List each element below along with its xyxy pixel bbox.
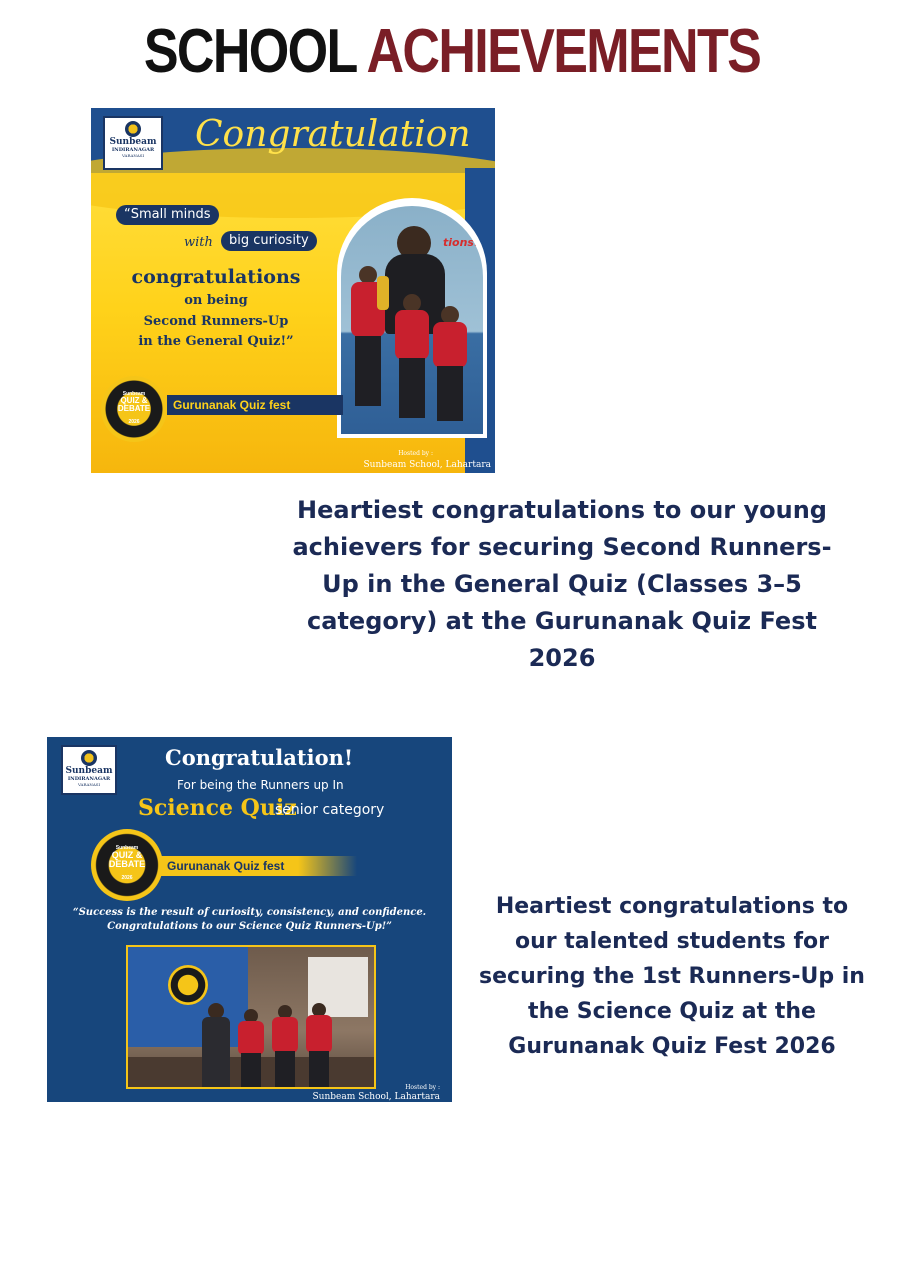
- caption-general-quiz: Heartiest congratulations to our young achievers for securing Second Runners-Up in the General Quiz (Classes 3–5 category) at the Gurunanak Quiz Fest 2026: [292, 496, 832, 672]
- logo-branch: INDIRANAGAR: [67, 776, 111, 782]
- logo-city: VARANASI: [121, 153, 145, 158]
- student-body: [306, 1015, 332, 1053]
- science-quiz-heading: Science Quiz: [138, 795, 297, 821]
- poster-line-general-quiz: in the General Quiz!”: [138, 334, 294, 349]
- poster-line-on-being: on being: [184, 293, 248, 308]
- quote-line-2: Congratulations to our Science Quiz Runners-Up!”: [107, 921, 392, 932]
- screen-badge-icon: [168, 965, 208, 1005]
- host-name: Sunbeam School, Lahartara: [312, 1092, 440, 1102]
- quote-with: with: [184, 235, 213, 250]
- quote-line-1: “Success is the result of curiosity, consistency, and confidence.: [72, 907, 427, 918]
- badge-text: [101, 391, 167, 425]
- title-word-school: SCHOOL: [143, 17, 356, 86]
- student-legs: [275, 1051, 295, 1087]
- hosted-by-label: Hosted by :: [405, 1084, 440, 1091]
- poster-heading: Congratulation!: [165, 745, 354, 770]
- logo-name: Sunbeam: [109, 137, 157, 147]
- student-legs: [309, 1051, 329, 1087]
- badge-year: 2026: [121, 875, 133, 881]
- badge-festival: festival: [123, 413, 145, 419]
- badge-debate: DEBATE: [108, 859, 146, 869]
- student-body: [272, 1017, 298, 1053]
- badge-debate: DEBATE: [117, 404, 151, 413]
- student-legs: [399, 358, 425, 418]
- school-crest-icon: [81, 750, 97, 766]
- poster-line-runners-up: Second Runners-Up: [143, 314, 289, 329]
- fest-name-bar: Gurunanak Quiz fest: [161, 856, 357, 876]
- student-body: [433, 322, 467, 368]
- badge-year: 2026: [128, 419, 140, 425]
- title-word-achievements: ACHIEVEMENTS: [366, 17, 761, 86]
- caption-science-quiz: Heartiest congratulations to our talented students for securing the 1st Runners-Up in the Science Quiz at the Gurunanak Quiz Fest 2026: [479, 894, 865, 1059]
- badge-text: [91, 845, 163, 881]
- student-body: [395, 310, 429, 360]
- general-quiz-poster: [91, 108, 495, 473]
- trophy-icon: [377, 276, 389, 310]
- senior-category-label: senior category: [275, 802, 385, 818]
- student-legs: [355, 336, 381, 406]
- logo-branch: INDIRANAGAR: [111, 147, 155, 153]
- school-logo: [103, 116, 163, 170]
- school-crest-icon: [125, 121, 141, 137]
- winners-photo: [126, 945, 376, 1089]
- school-logo: [61, 745, 117, 795]
- student-legs: [241, 1053, 261, 1087]
- badge-brand: Sunbeam: [115, 845, 139, 851]
- host-name: Sunbeam School, Lahartara: [363, 460, 491, 470]
- badge-festival: festival: [116, 869, 138, 875]
- badge-quiz: QUIZ &: [111, 850, 143, 860]
- photo-banner-text: tions!: [443, 236, 479, 249]
- poster-subheading: For being the Runners up In: [177, 778, 344, 792]
- poster-line-congratulations: congratulations: [131, 266, 301, 288]
- logo-name: Sunbeam: [65, 766, 113, 776]
- poster-heading: Congratulation: [195, 114, 471, 155]
- logo-city: VARANASI: [77, 782, 101, 787]
- quote-pill-small-minds: “Small minds: [116, 205, 219, 225]
- badge-brand: Sunbeam: [122, 391, 146, 397]
- student-body: [238, 1021, 264, 1055]
- hosted-by-label: Hosted by :: [398, 450, 433, 457]
- page-title: [72, 14, 831, 90]
- quote-pill-curiosity: big curiosity: [221, 231, 317, 251]
- student-legs: [437, 366, 463, 421]
- winners-photo: [341, 206, 483, 434]
- teacher-body: [202, 1017, 230, 1087]
- badge-quiz: QUIZ &: [120, 396, 148, 405]
- fest-name-bar: Gurunanak Quiz fest: [167, 395, 343, 415]
- science-quiz-poster: [47, 737, 452, 1102]
